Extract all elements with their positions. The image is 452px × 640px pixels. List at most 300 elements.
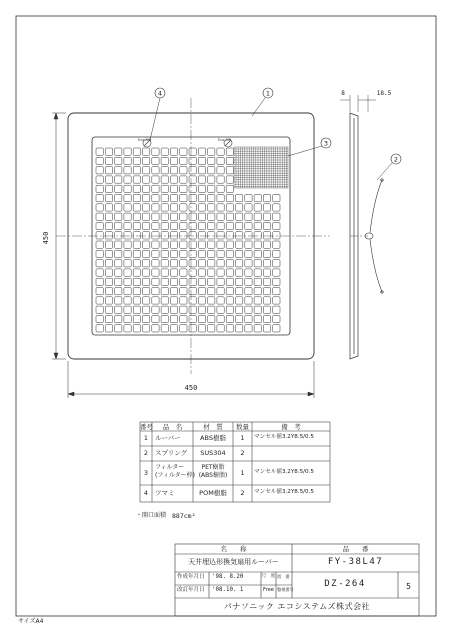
grille-cell <box>124 269 131 276</box>
grille-cell <box>152 157 159 164</box>
grille-cell <box>198 222 205 229</box>
row2-qty: 2 <box>240 449 245 457</box>
grille-cell <box>208 250 215 257</box>
grille-cell <box>170 176 177 183</box>
grille-cell <box>208 315 215 322</box>
grille-cell <box>124 278 131 285</box>
row3-note: マンセル値3.2Y8.5/0.5 <box>254 469 314 475</box>
grille-cell <box>115 325 122 332</box>
grille-cell <box>208 176 215 183</box>
grille-cell <box>115 176 122 183</box>
grille-cell <box>96 204 103 211</box>
row4-material: POM樹脂 <box>199 489 227 497</box>
grille-cell <box>236 260 243 267</box>
height-dimension-label: 450 <box>42 231 50 245</box>
grille-cell <box>263 241 270 248</box>
grille-cell <box>161 148 168 155</box>
drawing-no-label: 図 番 <box>277 574 290 579</box>
grille-cell <box>226 250 233 257</box>
grille-cell <box>124 297 131 304</box>
grille-cell <box>263 260 270 267</box>
grille-cells <box>96 148 280 332</box>
row2-no: 2 <box>143 449 149 457</box>
grille-cell <box>143 306 150 313</box>
grille-cell <box>198 232 205 239</box>
grille-cell <box>115 260 122 267</box>
grille-cell <box>226 167 233 174</box>
grille-cell <box>143 167 150 174</box>
grille-cell <box>115 204 122 211</box>
opening-area-label: ・開口面積 <box>136 512 167 519</box>
grille-cell <box>245 306 252 313</box>
grille-cell <box>161 241 168 248</box>
svg-text:1: 1 <box>265 89 271 98</box>
grille-cell <box>152 315 159 322</box>
grille-cell <box>96 232 103 239</box>
grille-cell <box>152 325 159 332</box>
grille-cell <box>152 167 159 174</box>
grille-cell <box>143 195 150 202</box>
part-number: FY-38L47 <box>327 557 384 567</box>
grille-cell <box>273 195 280 202</box>
side-view <box>350 113 383 359</box>
grille-cell <box>198 204 205 211</box>
grille-cell <box>217 315 224 322</box>
grille-cell <box>217 157 224 164</box>
grille-cell <box>254 241 261 248</box>
grille-cell <box>180 269 187 276</box>
grille-cell <box>198 269 205 276</box>
grille-cell <box>198 315 205 322</box>
grille-cell <box>217 297 224 304</box>
grille-cell <box>115 185 122 192</box>
grille-cell <box>161 325 168 332</box>
grille-cell <box>198 213 205 220</box>
balloon-2 <box>377 154 401 180</box>
grille-cell <box>105 250 112 257</box>
grille-cell <box>254 269 261 276</box>
grille-cell <box>217 185 224 192</box>
grille-cell <box>115 232 122 239</box>
grille-cell <box>208 297 215 304</box>
grille-cell <box>170 195 177 202</box>
grille-cell <box>263 315 270 322</box>
grille-cell <box>133 204 140 211</box>
grille-cell <box>180 315 187 322</box>
grille-cell <box>245 204 252 211</box>
grille-cell <box>273 260 280 267</box>
grille-cell <box>180 185 187 192</box>
grille-cell <box>273 250 280 257</box>
row1-qty: 1 <box>240 434 245 442</box>
grille-cell <box>105 241 112 248</box>
grille-cell <box>217 278 224 285</box>
ref-label: 整理番号 <box>277 587 294 592</box>
grille-cell <box>245 195 252 202</box>
grille-cell <box>143 185 150 192</box>
grille-cell <box>198 185 205 192</box>
grille-cell <box>208 157 215 164</box>
grille-cell <box>96 148 103 155</box>
grille-cell <box>208 185 215 192</box>
grille-cell <box>245 288 252 295</box>
grille-cell <box>105 232 112 239</box>
grille-cell <box>217 260 224 267</box>
grille-cell <box>143 269 150 276</box>
row3-material: PET樹脂 (ABS樹脂) <box>198 464 228 479</box>
grille-cell <box>254 204 261 211</box>
grille-cell <box>180 297 187 304</box>
grille-cell <box>263 278 270 285</box>
row3-qty: 1 <box>240 469 245 477</box>
grille-cell <box>273 278 280 285</box>
grille-cell <box>180 195 187 202</box>
grille-cell <box>273 222 280 229</box>
grille-cell <box>161 222 168 229</box>
grille-cell <box>105 167 112 174</box>
col-header-no: 番号 <box>140 423 153 431</box>
grille-cell <box>133 157 140 164</box>
grille-cell <box>161 278 168 285</box>
grille-cell <box>254 325 261 332</box>
grille-cell <box>254 222 261 229</box>
grille-cell <box>115 222 122 229</box>
svg-text:3: 3 <box>323 139 329 148</box>
grille-cell <box>161 185 168 192</box>
grille-cell <box>208 204 215 211</box>
col-header-material: 材 質 <box>203 423 223 431</box>
grille-cell <box>115 278 122 285</box>
grille-cell <box>124 288 131 295</box>
grille-cell <box>236 306 243 313</box>
grille-cell <box>170 278 177 285</box>
grille-cell <box>152 222 159 229</box>
grille-cell <box>217 176 224 183</box>
grille-cell <box>133 176 140 183</box>
grille-cell <box>152 204 159 211</box>
grille-cell <box>124 157 131 164</box>
grille-cell <box>161 297 168 304</box>
grille-cell <box>189 222 196 229</box>
grille-cell <box>152 148 159 155</box>
grille-cell <box>143 148 150 155</box>
grille-cell <box>263 250 270 257</box>
grille-cell <box>226 325 233 332</box>
grille-cell <box>245 241 252 248</box>
grille-cell <box>245 260 252 267</box>
grille-cell <box>105 325 112 332</box>
grille-cell <box>170 232 177 239</box>
grille-cell <box>208 269 215 276</box>
grille-cell <box>189 167 196 174</box>
title-partno-header: 品 番 <box>342 545 369 553</box>
grille-cell <box>105 148 112 155</box>
grille-cell <box>115 148 122 155</box>
grille-cell <box>236 204 243 211</box>
grille-mark-left: Eco-AIR <box>138 138 152 142</box>
grille-cell <box>96 278 103 285</box>
filter-mesh <box>234 147 288 188</box>
grille-cell <box>96 195 103 202</box>
grille-cell <box>161 176 168 183</box>
scale-value: Free <box>262 587 274 593</box>
grille-cell <box>152 288 159 295</box>
grille-cell <box>180 288 187 295</box>
grille-cell <box>96 167 103 174</box>
grille-cell <box>180 222 187 229</box>
row2-name: スプリング <box>155 449 188 457</box>
row3-no: 3 <box>143 469 149 477</box>
grille-cell <box>189 241 196 248</box>
grille-cell <box>143 315 150 322</box>
grille-cell <box>180 204 187 211</box>
grille-cell <box>273 306 280 313</box>
grille-cell <box>217 288 224 295</box>
grille-cell <box>263 269 270 276</box>
grille-cell <box>124 213 131 220</box>
row3-name: フィルター (フィルター枠) <box>155 464 195 479</box>
grille-cell <box>133 306 140 313</box>
grille-cell <box>217 195 224 202</box>
grille-cell <box>152 278 159 285</box>
grille-cell <box>124 260 131 267</box>
grille-cell <box>189 260 196 267</box>
grille-cell <box>124 185 131 192</box>
grille-cell <box>254 250 261 257</box>
col-header-name: 品 名 <box>162 423 183 431</box>
grille-cell <box>124 222 131 229</box>
grille-cell <box>124 204 131 211</box>
grille-cell <box>161 315 168 322</box>
grille-cell <box>245 325 252 332</box>
grille-cell <box>263 222 270 229</box>
grille-cell <box>208 241 215 248</box>
row1-no: 1 <box>143 434 149 442</box>
grille-cell <box>96 213 103 220</box>
grille-cell <box>236 250 243 257</box>
grille-cell <box>226 185 233 192</box>
revised-date: '08.10. 1 <box>212 587 244 593</box>
grille-cell <box>115 288 122 295</box>
balloon-3 <box>321 138 331 148</box>
grille-cell <box>170 269 177 276</box>
grille-cell <box>254 306 261 313</box>
grille-cell <box>170 288 177 295</box>
grille-cell <box>254 297 261 304</box>
grille-cell <box>152 185 159 192</box>
grille-cell <box>152 297 159 304</box>
grille-cell <box>226 222 233 229</box>
grille-cell <box>170 260 177 267</box>
grille-cell <box>236 269 243 276</box>
grille-cell <box>96 297 103 304</box>
front-view <box>56 98 330 374</box>
grille-cell <box>180 232 187 239</box>
grille-cell <box>254 195 261 202</box>
grille-cell <box>263 195 270 202</box>
revision-number: 5 <box>406 582 411 591</box>
grille-cell <box>208 232 215 239</box>
grille-cell <box>170 306 177 313</box>
grille-cell <box>105 315 112 322</box>
grille-cell <box>217 306 224 313</box>
grille-cell <box>236 278 243 285</box>
grille-cell <box>170 297 177 304</box>
grille-cell <box>143 325 150 332</box>
title-name-header: 名 称 <box>220 545 247 553</box>
grille-cell <box>198 176 205 183</box>
revised-label: 改訂年月日 <box>177 587 205 593</box>
grille-cell <box>143 157 150 164</box>
grille-cell <box>161 204 168 211</box>
grille-cell <box>198 306 205 313</box>
grille-cell <box>208 325 215 332</box>
grille-cell <box>180 148 187 155</box>
grille-cell <box>226 306 233 313</box>
grille-cell <box>96 222 103 229</box>
grille-cell <box>96 157 103 164</box>
grille-cell <box>254 278 261 285</box>
grille-cell <box>208 213 215 220</box>
grille-cell <box>161 306 168 313</box>
grille-cell <box>124 148 131 155</box>
grille-cell <box>273 204 280 211</box>
grille-cell <box>263 297 270 304</box>
grille-cell <box>254 260 261 267</box>
grille-cell <box>198 250 205 257</box>
grille-cell <box>115 269 122 276</box>
grille-cell <box>254 232 261 239</box>
grille-cell <box>226 176 233 183</box>
col-header-note: 備 考 <box>281 423 301 431</box>
grille-cell <box>236 232 243 239</box>
grille-cell <box>236 195 243 202</box>
grille-cell <box>143 278 150 285</box>
grille-cell <box>133 195 140 202</box>
grille-cell <box>189 148 196 155</box>
grille-cell <box>105 185 112 192</box>
grille-cell <box>254 315 261 322</box>
grille-cell <box>273 232 280 239</box>
scale-label: 尺 度 <box>261 574 276 579</box>
grille-cell <box>217 232 224 239</box>
grille-cell <box>273 213 280 220</box>
grille-cell <box>170 157 177 164</box>
grille-cell <box>180 241 187 248</box>
grille-cell <box>236 288 243 295</box>
grille-cell <box>217 241 224 248</box>
grille-cell <box>189 278 196 285</box>
company-name: パナソニック エコシステムズ株式会社 <box>223 602 371 611</box>
grille-cell <box>189 315 196 322</box>
grille-cell <box>115 195 122 202</box>
grille-cell <box>105 278 112 285</box>
grille-cell <box>217 269 224 276</box>
grille-cell <box>180 167 187 174</box>
grille-cell <box>133 260 140 267</box>
grille-cell <box>273 269 280 276</box>
grille-cell <box>245 315 252 322</box>
grille-cell <box>152 306 159 313</box>
grille-cell <box>245 213 252 220</box>
svg-text:4: 4 <box>157 89 163 98</box>
side-dim-a: 8 <box>341 90 345 97</box>
grille-cell <box>245 269 252 276</box>
grille-cell <box>273 325 280 332</box>
grille-cell <box>96 325 103 332</box>
grille-cell <box>96 250 103 257</box>
side-dim-b: 18.5 <box>376 90 392 97</box>
grille-cell <box>152 176 159 183</box>
grille-mark-right: Eco-AIR <box>218 138 232 142</box>
grille-cell <box>189 306 196 313</box>
grille-cell <box>96 260 103 267</box>
grille-cell <box>226 148 233 155</box>
grille-cell <box>105 288 112 295</box>
grille-cell <box>133 232 140 239</box>
grille-cell <box>124 325 131 332</box>
grille-cell <box>189 213 196 220</box>
row4-no: 4 <box>143 489 149 497</box>
grille-cell <box>217 325 224 332</box>
grille-cell <box>198 260 205 267</box>
grille-cell <box>217 167 224 174</box>
grille-cell <box>143 288 150 295</box>
grille-cell <box>161 288 168 295</box>
width-dimension-label: 450 <box>184 384 198 392</box>
grille-cell <box>105 306 112 313</box>
grille-cell <box>226 315 233 322</box>
grille-cell <box>236 325 243 332</box>
grille-cell <box>170 148 177 155</box>
grille-cell <box>133 148 140 155</box>
grille-cell <box>198 195 205 202</box>
grille-cell <box>226 241 233 248</box>
drawing-number: DZ-264 <box>324 579 366 589</box>
grille-cell <box>226 297 233 304</box>
row1-material: ABS樹脂 <box>200 434 226 442</box>
grille-cell <box>143 176 150 183</box>
grille-cell <box>143 260 150 267</box>
grille-cell <box>115 167 122 174</box>
grille-cell <box>143 222 150 229</box>
grille-cell <box>198 278 205 285</box>
grille-cell <box>133 288 140 295</box>
grille-cell <box>124 232 131 239</box>
grille-cell <box>161 195 168 202</box>
grille-cell <box>198 167 205 174</box>
grille-cell <box>180 306 187 313</box>
side-dimension <box>340 95 376 112</box>
grille-cell <box>217 148 224 155</box>
grille-cell <box>226 278 233 285</box>
grille-cell <box>115 213 122 220</box>
row1-name: ルーバー <box>155 434 181 442</box>
grille-cell <box>217 213 224 220</box>
grille-cell <box>161 213 168 220</box>
grille-cell <box>245 232 252 239</box>
grille-cell <box>170 325 177 332</box>
grille-cell <box>273 288 280 295</box>
col-header-qty: 数量 <box>236 423 249 431</box>
grille-cell <box>208 260 215 267</box>
drawing-title: 天井埋込形換気扇用ルーバー <box>188 558 279 566</box>
grille-cell <box>133 315 140 322</box>
grille-cell <box>273 315 280 322</box>
grille-cell <box>152 250 159 257</box>
grille-cell <box>133 241 140 248</box>
grille-cell <box>180 213 187 220</box>
